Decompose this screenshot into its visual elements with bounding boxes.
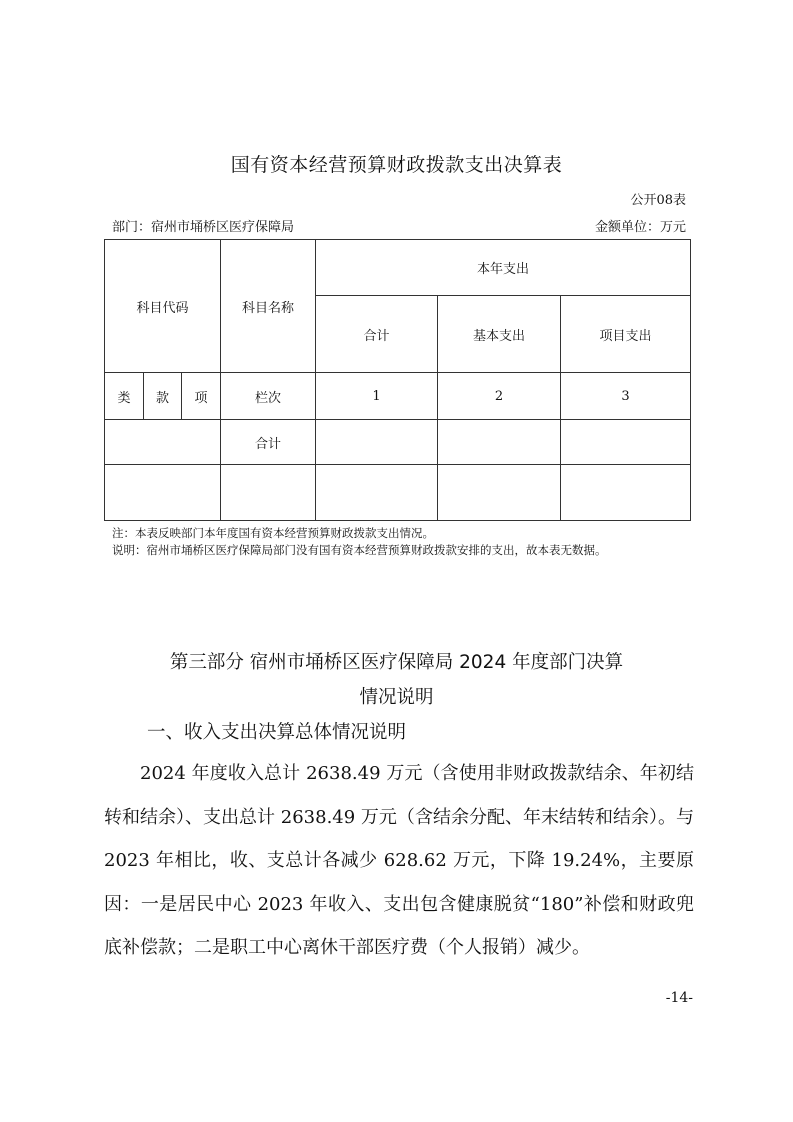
- cell-code: [105, 420, 221, 465]
- table-title: 国有资本经营预算财政拨款支出决算表: [230, 154, 563, 176]
- cell-name: 合计: [221, 420, 316, 465]
- part-heading-line2: 情况说明: [359, 687, 434, 708]
- header-section: 款: [144, 373, 182, 420]
- cell-basic: [438, 465, 561, 521]
- cell-project: [561, 465, 691, 521]
- body-paragraph-container: [104, 752, 694, 970]
- table-explanation: 说明：宿州市埇桥区医疗保障局部门没有国有资本经营预算财政拨款安排的支出，故本表无数据。: [112, 543, 607, 557]
- column-number-2: 2: [438, 373, 561, 420]
- header-total: 合计: [316, 296, 438, 373]
- amount-unit-label: 金额单位：万元: [594, 220, 686, 235]
- column-number-1: 1: [316, 373, 438, 420]
- cell-total: [316, 465, 438, 521]
- header-column-order: 栏次: [221, 373, 316, 420]
- column-number-3: 3: [561, 373, 691, 420]
- page-number: -14-: [665, 990, 693, 1006]
- header-row-1: [105, 240, 691, 296]
- cell-basic: [438, 420, 561, 465]
- header-current-year-expenditure: 本年支出: [316, 240, 691, 296]
- department-label: 部门：宿州市埇桥区医疗保障局: [112, 220, 295, 235]
- body-paragraph: 2024 年度收入总计 2638.49 万元（含使用非财政拨款结余、年初结转和结余）、支出总计 2638.49 万元（含结余分配、年末结转和结余）。与 2023 年相比，收、支总计各减少 628.62 万元，下降 19.24%，主要原因：一是居民中心 2023 年收入、支出包含健康脱贫“180”补偿和财政兜底补偿款；二是职工中心离休干部医疗费（个人报销）减少。: [104, 763, 694, 958]
- cell-total: [316, 420, 438, 465]
- table-row: [105, 465, 691, 521]
- table-row: [105, 420, 691, 465]
- section-heading: 一、收入支出决算总体情况说明: [147, 722, 407, 743]
- expenditure-table: [104, 239, 691, 521]
- form-number: 公开08表: [630, 193, 686, 208]
- header-subject-code: 科目代码: [105, 240, 221, 373]
- cell-project: [561, 420, 691, 465]
- header-subject-name: 科目名称: [221, 240, 316, 373]
- header-basic-expenditure: 基本支出: [438, 296, 561, 373]
- cell-code: [105, 465, 221, 521]
- table-note: 注：本表反映部门本年度国有资本经营预算财政拨款支出情况。: [112, 526, 434, 540]
- header-class: 类: [105, 373, 144, 420]
- header-project-expenditure: 项目支出: [561, 296, 691, 373]
- header-item: 项: [182, 373, 221, 420]
- column-index-row: [105, 373, 691, 420]
- part-heading-line1: 第三部分 宿州市埇桥区医疗保障局 2024 年度部门决算: [169, 652, 624, 673]
- cell-name: [221, 465, 316, 521]
